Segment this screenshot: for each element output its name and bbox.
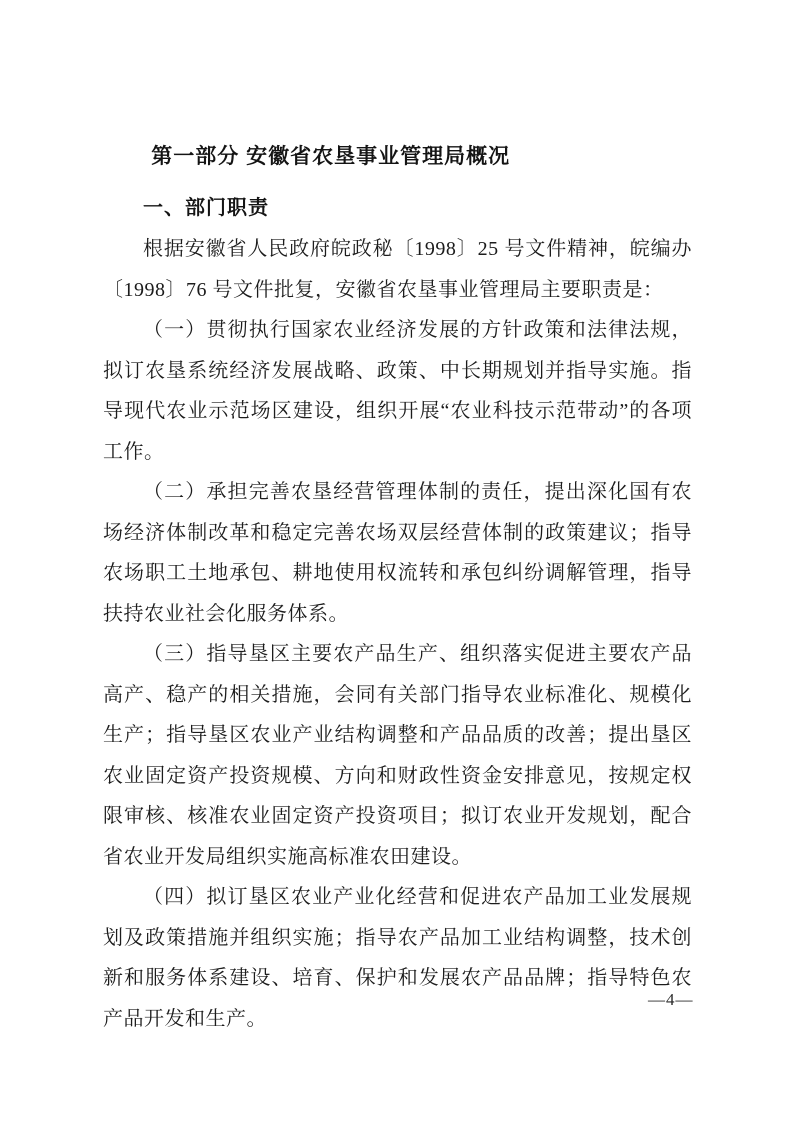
paragraph-duty-1: （一）贯彻执行国家农业经济发展的方针政策和法律法规，拟订农垦系统经济发展战略、政策、中长期规划并指导实施。指导现代农业示范场区建设，组织开展“农业科技示范带动”的各项工作。 bbox=[103, 319, 692, 463]
page-title: 第一部分 安徽省农垦事业管理局概况 bbox=[151, 145, 511, 168]
paragraph-intro: 根据安徽省人民政府皖政秘〔1998〕25 号文件精神，皖编办〔1998〕76 号文件批复，安徽省农垦事业管理局主要职责是： bbox=[103, 238, 692, 301]
page-number: —4— bbox=[648, 990, 694, 1009]
section-heading: 一、部门职责 bbox=[143, 197, 269, 219]
paragraph-duty-2: （二）承担完善农垦经营管理体制的责任，提出深化国有农场经济体制改革和稳定完善农场双层经营体制的政策建议；指导农场职工土地承包、耕地使用权流转和承包纠纷调解管理，指导扶持农业社会化服务体系。 bbox=[103, 481, 692, 625]
paragraph-duty-4: （四）拟订垦区农业产业化经营和促进农产品加工业发展规划及政策措施并组织实施；指导农产品加工业结构调整，技术创新和服务体系建设、培育、保护和发展农产品品牌；指导特色农产品开发和生产。 bbox=[103, 886, 692, 1030]
document-body bbox=[103, 229, 692, 1039]
paragraph-duty-3: （三）指导垦区主要农产品生产、组织落实促进主要农产品高产、稳产的相关措施，会同有关部门指导农业标准化、规模化生产；指导垦区农业产业结构调整和产品品质的改善；提出垦区农业固定资产投资规模、方向和财政性资金安排意见，按规定权限审核、核准农业固定资产投资项目；拟订农业开发规划，配合省农业开发局组织实施高标准农田建设。 bbox=[103, 643, 692, 868]
